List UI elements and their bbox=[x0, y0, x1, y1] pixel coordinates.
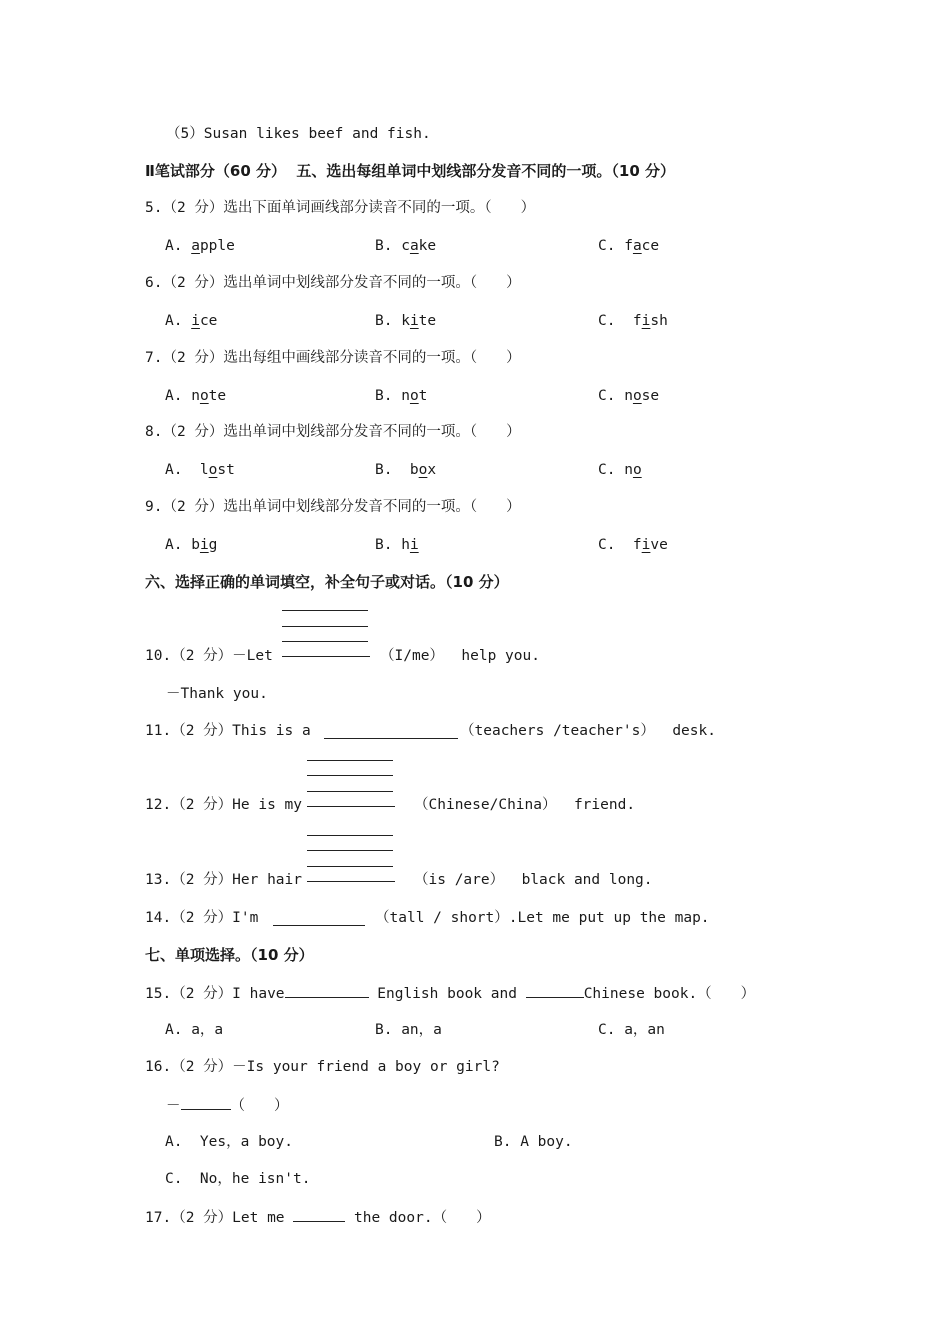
question-14-suffix: （tall / short）.Let me put up the map. bbox=[375, 910, 710, 926]
word-part: x bbox=[427, 462, 437, 478]
question-15-stem bbox=[145, 983, 755, 1004]
question-5-option-a[interactable] bbox=[165, 236, 235, 256]
word-part: ce bbox=[199, 313, 218, 329]
question-7-option-a[interactable] bbox=[165, 386, 226, 406]
word-part: te bbox=[208, 388, 227, 404]
question-17-stem bbox=[145, 1207, 491, 1228]
question-16-option-b[interactable]: B. A boy. bbox=[494, 1134, 573, 1150]
question-15-option-a[interactable]: A. a，a bbox=[165, 1022, 224, 1038]
word-part: l bbox=[199, 462, 209, 478]
q15-mid-space bbox=[517, 986, 526, 1002]
question-12-prefix: 12.（2 分）He is my bbox=[145, 797, 302, 813]
question-10-suffix: （I/me） help you. bbox=[380, 648, 540, 664]
underlined-letters: i bbox=[641, 313, 651, 329]
word-part: se bbox=[641, 388, 660, 404]
word-part: n bbox=[191, 388, 200, 404]
word-part: c bbox=[401, 238, 410, 254]
underlined-letters: o bbox=[208, 462, 218, 478]
question-12-suffix: （Chinese/China） friend. bbox=[414, 797, 636, 813]
word-part: st bbox=[217, 462, 235, 478]
q16-blank[interactable] bbox=[181, 1095, 231, 1110]
question-11-suffix: （teachers /teacher's） desk. bbox=[460, 723, 716, 739]
question-16-option-a[interactable]: A. Yes，a boy. bbox=[165, 1134, 293, 1150]
word-part: n bbox=[624, 462, 633, 478]
question-16-option-c[interactable]: C. No，he isn't. bbox=[165, 1171, 311, 1187]
question-8-option-a[interactable] bbox=[165, 460, 235, 480]
q15-suffix: Chinese book.（ ） bbox=[583, 986, 756, 1002]
question-7-option-c[interactable] bbox=[598, 386, 659, 406]
q17-space bbox=[285, 1210, 294, 1226]
question-6-option-a[interactable] bbox=[165, 311, 217, 331]
option-label: A. bbox=[165, 313, 192, 329]
word-part: pple bbox=[199, 238, 235, 254]
word-part: f bbox=[624, 238, 633, 254]
word-part: te bbox=[418, 313, 437, 329]
word-part: f bbox=[632, 313, 642, 329]
underlined-letters: o bbox=[418, 462, 428, 478]
question-11-prefix: 11.（2 分）This is a bbox=[145, 723, 311, 739]
underlined-letters: o bbox=[632, 388, 642, 404]
question-9-option-c[interactable] bbox=[598, 535, 668, 555]
option-label: A. bbox=[165, 462, 200, 478]
section-heading-written: Ⅱ笔试部分（60 分） 五、选出每组单词中划线部分发音不同的一项。（10 分） bbox=[145, 162, 676, 180]
section-heading-7: 七、单项选择。（10 分） bbox=[145, 946, 314, 964]
question-9-option-a[interactable] bbox=[165, 535, 217, 555]
listening-item-5: （5）Susan likes beef and fish. bbox=[166, 126, 431, 142]
question-14-prefix: 14.（2 分）I'm bbox=[145, 910, 259, 926]
question-15-option-b[interactable]: B. an，a bbox=[375, 1022, 442, 1038]
q15-mid bbox=[369, 986, 378, 1002]
word-part: g bbox=[208, 537, 218, 553]
question-15-option-c[interactable]: C. a，an bbox=[598, 1022, 665, 1038]
word-part: ke bbox=[418, 238, 437, 254]
question-7-stem: 7.（2 分）选出每组中画线部分读音不同的一项。（ ） bbox=[145, 350, 521, 366]
question-16-stem: 16.（2 分）－Is your friend a boy or girl? bbox=[145, 1059, 500, 1075]
question-6-stem: 6.（2 分）选出单词中划线部分发音不同的一项。（ ） bbox=[145, 275, 521, 291]
q16-paren: （ ） bbox=[230, 1098, 289, 1114]
word-part: sh bbox=[650, 313, 668, 329]
word-part: b bbox=[191, 537, 200, 553]
question-9-option-b[interactable] bbox=[375, 535, 419, 555]
question-8-option-b[interactable] bbox=[375, 460, 436, 480]
q17-prefix: 17.（2 分）Let me bbox=[145, 1210, 285, 1226]
question-13-suffix: （is /are） black and long. bbox=[414, 872, 653, 888]
question-10-prefix: 10.（2 分）－Let bbox=[145, 648, 273, 664]
option-label: B. bbox=[375, 537, 402, 553]
word-part: b bbox=[409, 462, 419, 478]
underlined-letters: i bbox=[191, 313, 200, 329]
q17-suffix: the door.（ ） bbox=[354, 1210, 491, 1226]
question-16-answer-line bbox=[166, 1095, 289, 1116]
question-9-stem: 9.（2 分）选出单词中划线部分发音不同的一项。（ ） bbox=[145, 499, 521, 515]
word-part: n bbox=[401, 388, 410, 404]
question-5-stem: 5.（2 分）选出下面单词画线部分读音不同的一项。（ ） bbox=[145, 200, 536, 216]
option-label: C. bbox=[598, 388, 625, 404]
question-5-option-c[interactable] bbox=[598, 236, 659, 256]
underlined-letters: a bbox=[191, 238, 200, 254]
underlined-letters: i bbox=[641, 537, 651, 553]
option-label: C. bbox=[598, 313, 633, 329]
option-label: A. bbox=[165, 238, 192, 254]
underlined-letters: a bbox=[632, 238, 642, 254]
q15-prefix: 15.（2 分）I have bbox=[145, 986, 285, 1002]
option-label: A. bbox=[165, 388, 192, 404]
section-heading-6: 六、选择正确的单词填空，补全句子或对话。（10 分） bbox=[145, 573, 509, 591]
option-label: B. bbox=[375, 462, 410, 478]
question-8-stem: 8.（2 分）选出单词中划线部分发音不同的一项。（ ） bbox=[145, 424, 521, 440]
option-label: C. bbox=[598, 537, 633, 553]
q15-blank-2[interactable] bbox=[526, 983, 584, 998]
underlined-letters: i bbox=[199, 537, 209, 553]
question-8-option-c[interactable] bbox=[598, 460, 642, 480]
underlined-letters: o bbox=[632, 462, 642, 478]
option-label: C. bbox=[598, 238, 625, 254]
q17-space-2 bbox=[345, 1210, 354, 1226]
word-part: h bbox=[401, 537, 410, 553]
question-7-option-b[interactable] bbox=[375, 386, 427, 406]
q15-blank-1[interactable] bbox=[285, 983, 369, 998]
underlined-letters: o bbox=[409, 388, 419, 404]
question-6-option-b[interactable] bbox=[375, 311, 436, 331]
question-5-option-b[interactable] bbox=[375, 236, 436, 256]
q16-dash: － bbox=[166, 1098, 181, 1114]
question-13-prefix: 13.（2 分）Her hair bbox=[145, 872, 302, 888]
word-part: f bbox=[632, 537, 642, 553]
option-label: B. bbox=[375, 313, 402, 329]
underlined-letters: i bbox=[409, 537, 419, 553]
q17-blank[interactable] bbox=[293, 1207, 345, 1222]
option-label: C. bbox=[598, 462, 625, 478]
word-part: n bbox=[624, 388, 633, 404]
underlined-letters: i bbox=[409, 313, 419, 329]
underlined-letters: a bbox=[409, 238, 419, 254]
option-label: A. bbox=[165, 537, 192, 553]
word-part: ve bbox=[650, 537, 668, 553]
word-part: k bbox=[401, 313, 410, 329]
underlined-letters: o bbox=[199, 388, 209, 404]
option-label: B. bbox=[375, 388, 402, 404]
question-6-option-c[interactable] bbox=[598, 311, 668, 331]
q15-mid-text: English book and bbox=[377, 986, 517, 1002]
word-part: ce bbox=[641, 238, 660, 254]
option-label: B. bbox=[375, 238, 402, 254]
word-part: t bbox=[418, 388, 428, 404]
question-10-reply: －Thank you. bbox=[166, 686, 268, 702]
